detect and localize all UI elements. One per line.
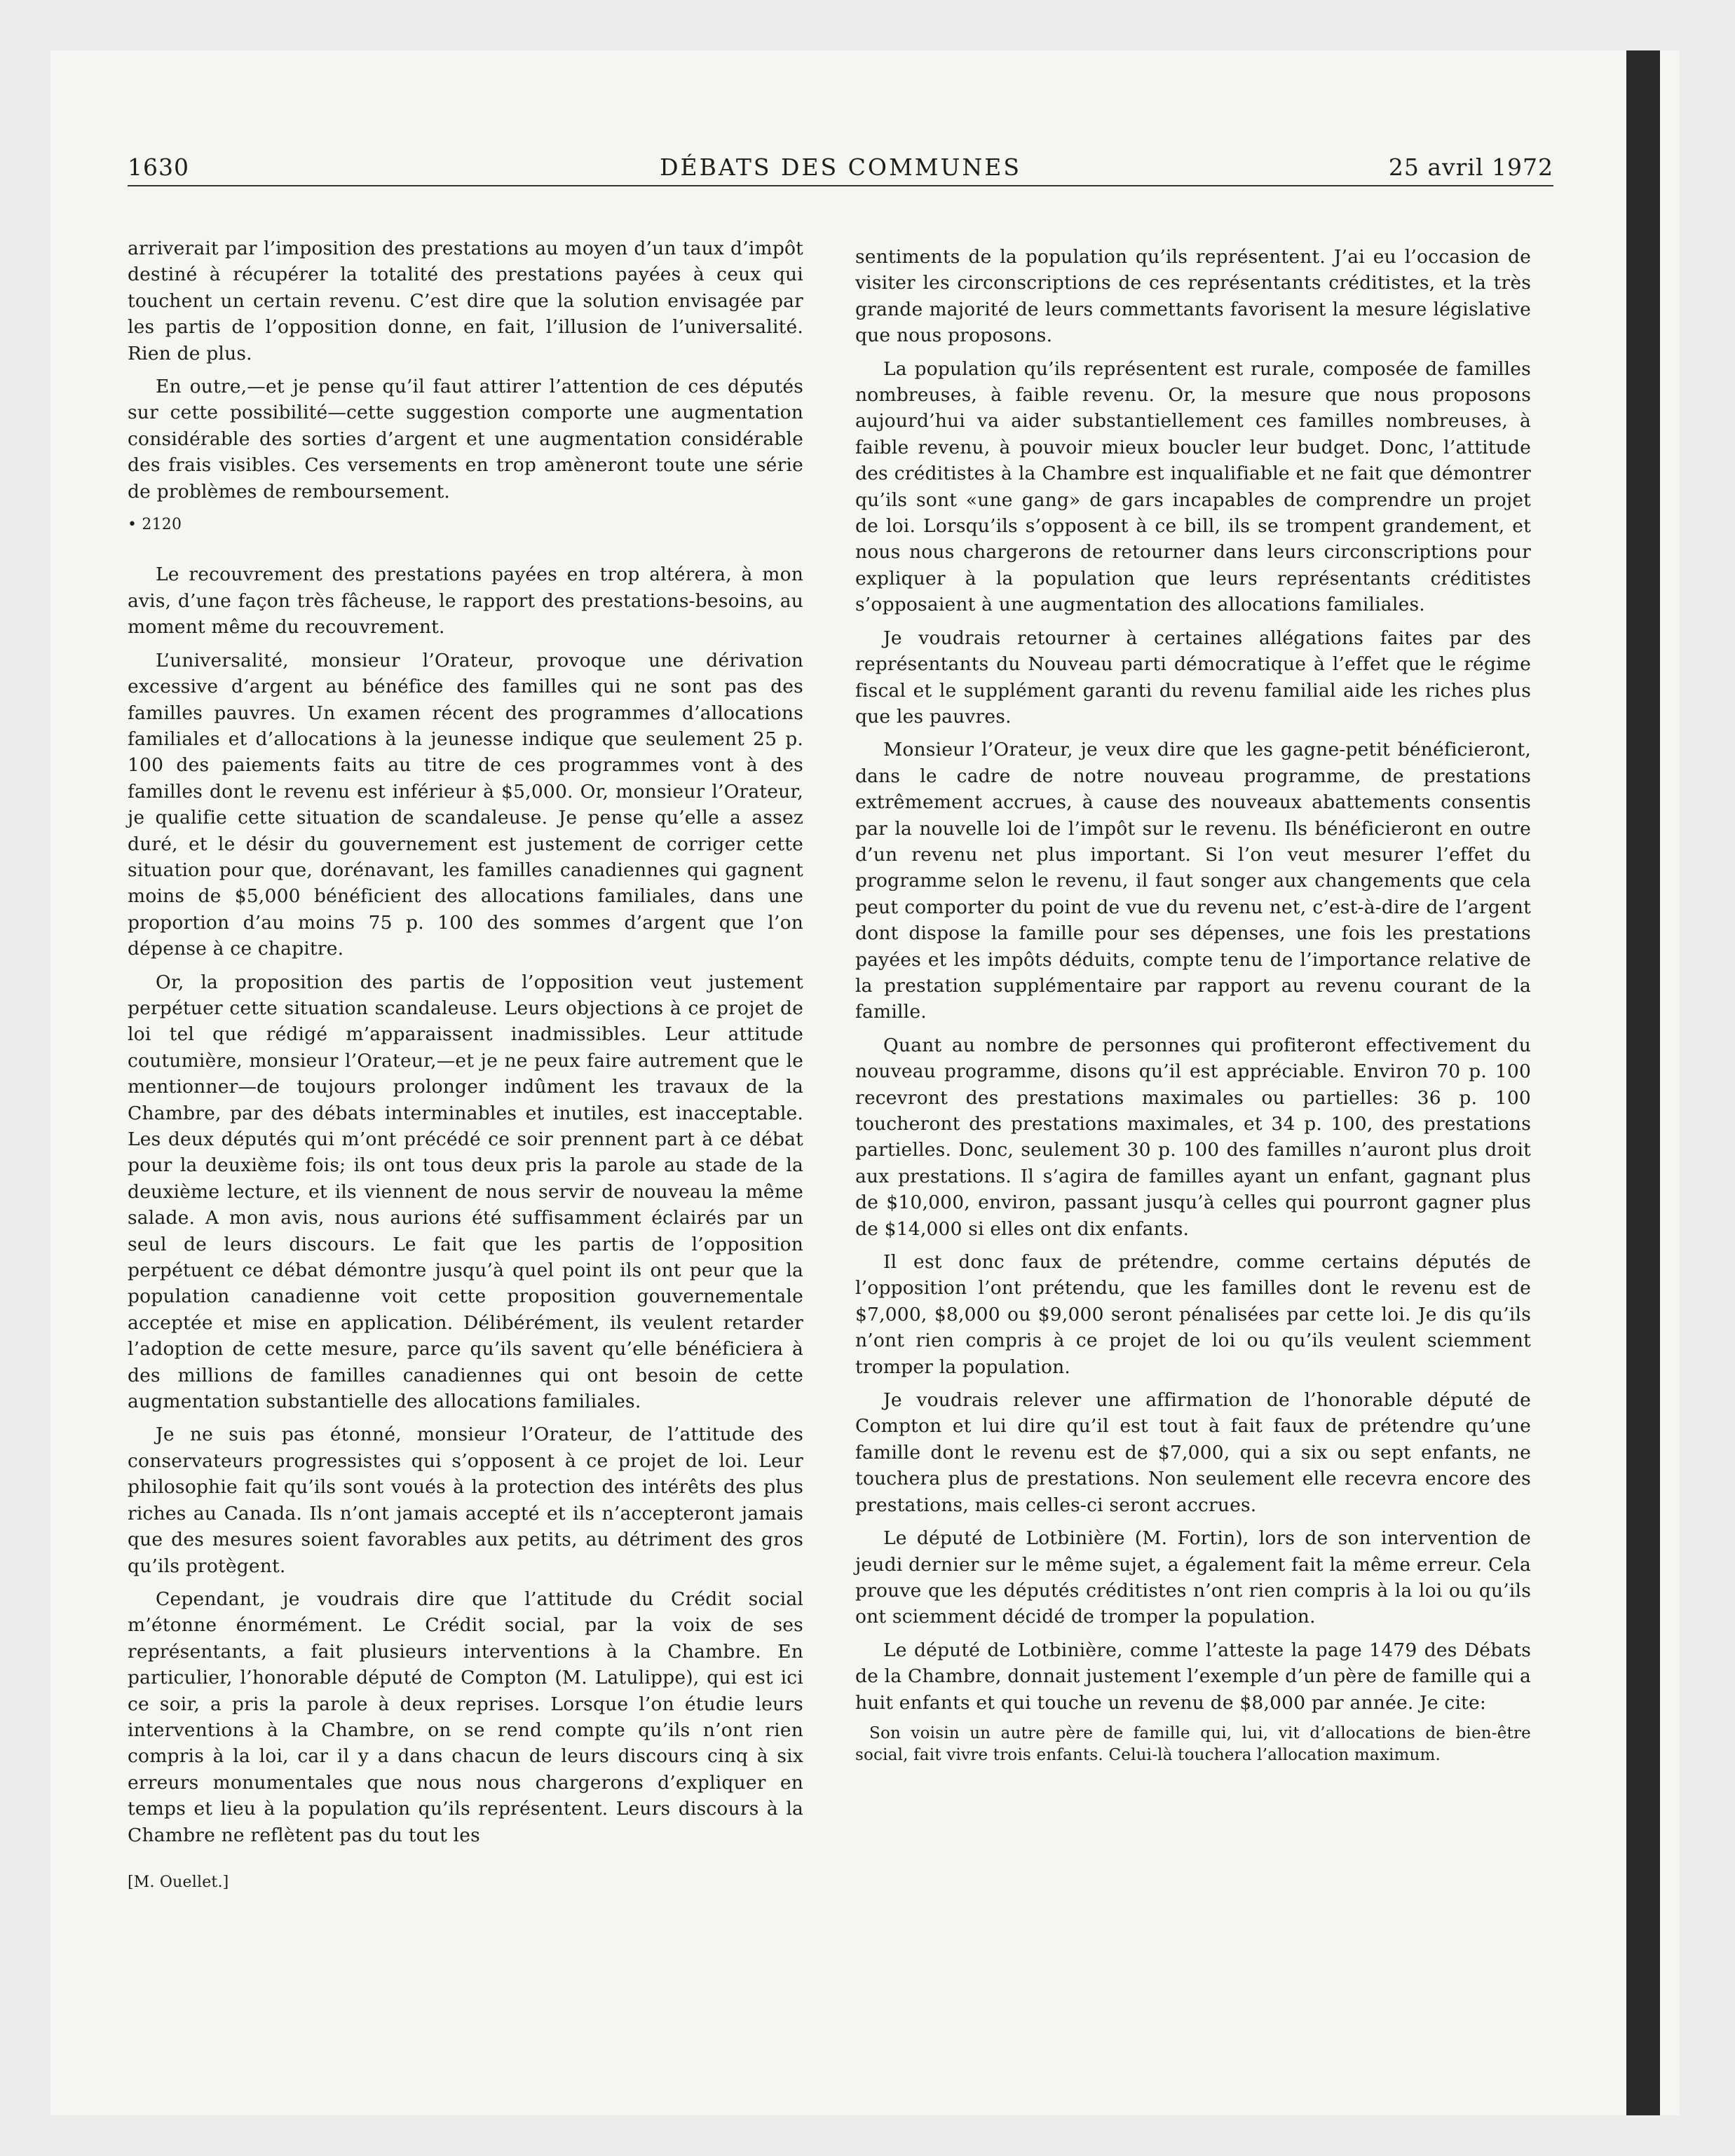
right-column <box>855 244 1531 1766</box>
publication-title: DÉBATS DES COMMUNES <box>660 153 1021 181</box>
paragraph: Monsieur l’Orateur, je veux dire que les gagne-petit bénéficieront, dans le cadre de notre nouveau programme, de prestations extrêmement accrues, à cause des nouveaux abattements consentis par la nouvelle loi de l’impôt sur le revenu. Ils bénéficieront en outre d’un revenu net plus important. Si l’on veut mesurer l’effet du programme selon le revenu, il faut songer aux changements que cela peut comporter du point de vue du revenu net, c’est-à-dire de l’argent dont dispose la famille pour ses dépenses, une fois les prestations payées et les impôts déduits, compte tenu de l’importance relative de la prestation supplémentaire par rapport au revenu courant de la famille. <box>855 739 1531 1023</box>
paragraph: Je voudrais retourner à certaines allégations faites par des représentants du Nouveau parti démocratique à l’effet que le régime fiscal et le supplément garanti du revenu familial aide les riches plus que les pauvres. <box>855 627 1531 728</box>
paragraph: L’universalité, monsieur l’Orateur, provoque une dérivation excessive d’argent au bénéfice des familles qui ne sont pas des familles pauvres. Un examen récent des programmes d’allocations familiales et d’allocations à la jeunesse indique que seulement 25 p. 100 des paiements faits au titre de ces programmes vont à des familles dont le revenu est inférieur à $5,000. Or, monsieur l’Orateur, je qualifie cette situation de scandaleuse. Je pense qu’elle a assez duré, et le désir du gouvernement est justement de corriger cette situation pour que, dorénavant, les familles canadiennes qui gagnent moins de $5,000 bénéficient des allocations familiales, dans une proportion d’au moins 75 p. 100 des sommes d’argent que l’on dépense à ce chapitre. <box>128 649 803 960</box>
paragraph: Je ne suis pas étonné, monsieur l’Orateur, de l’attitude des conservateurs progressistes qui s’opposent à ce projet de loi. Leur philosophie fait qu’ils sont voués à la protection des intérêts des plus riches au Canada. Ils n’ont jamais accepté et ils n’accepteront jamais que des mesures soient favorables aux petits, au détriment des gros qu’ils protègent. <box>128 1424 803 1577</box>
paragraph: Il est donc faux de prétendre, comme certains députés de l’opposition l’ont prétendu, que les familles dont le revenu est de $7,000, $8,000 ou $9,000 seront pénalisées par cette loi. Je dis qu’ils n’ont rien compris à ce projet de loi ou qu’ils veulent sciemment tromper la population. <box>855 1251 1531 1378</box>
paragraph: Le député de Lotbinière (M. Fortin), lors de son intervention de jeudi dernier sur le même sujet, a également fait la même erreur. Cela prouve que les députés créditistes n’ont rien compris à la loi ou qu’ils ont sciemment décidé de tromper la population. <box>855 1527 1531 1628</box>
paragraph: Je voudrais relever une affirmation de l’honorable député de Compton et lui dire qu’il est tout à fait faux de prétendre qu’une famille dont le revenu est de $7,000, qui a six ou sept enfants, ne touchera plus de prestations. Non seulement elle recevra encore des prestations, mais celles-ci seront accrues. <box>855 1389 1531 1516</box>
paragraph: Le député de Lotbinière, comme l’atteste la page 1479 des Débats de la Chambre, donnait justement l’exemple d’un père de famille qui a huit enfants et qui touche un revenu de $8,000 par année. Je cite: <box>855 1639 1531 1714</box>
page-number: 1630 <box>128 153 189 181</box>
page-header <box>128 147 1553 186</box>
paragraph: Le recouvrement des prestations payées en trop altérera, à mon avis, d’une façon très fâcheuse, le rapport des prestations-besoins, au moment même du recouvrement. <box>128 564 803 639</box>
speaker-attribution: [M. Ouellet.] <box>128 1873 229 1891</box>
publication-date: 25 avril 1972 <box>1388 153 1553 181</box>
scan-edge-bar <box>1626 50 1660 2115</box>
time-marker: • 2120 <box>128 516 182 534</box>
paragraph: Cependant, je voudrais dire que l’attitude du Crédit social m’étonne énormément. Le Crédit social, par la voix de ses représentants, a fait plusieurs interventions à la Chambre. En particulier, l’honorable député de Compton (M. Latulippe), qui est ici ce soir, a pris la parole à deux reprises. Lorsque l’on étudie leurs interventions à la Chambre, on se rend compte qu’ils n’ont rien compris à la loi, car il y a dans chacun de leurs discours cinq à six erreurs monumentales que nous nous chargerons d’expliquer en temps et lieu à la population qu’ils représentent. Leurs discours à la Chambre ne reflètent pas du tout les <box>128 1588 803 1846</box>
paragraph: sentiments de la population qu’ils représentent. J’ai eu l’occasion de visiter les circonscriptions de ces représentants créditistes, et la très grande majorité de leurs commettants favorisent la mesure législative que nous proposons. <box>855 246 1531 347</box>
paragraph: Or, la proposition des partis de l’opposition veut justement perpétuer cette situation scandaleuse. Leurs objections à ce projet de loi tel que rédigé m’apparaissent inadmissibles. Leur attitude coutumière, monsieur l’Orateur,—et je ne peux faire autrement que le mentionner—de toujours prolonger indûment les travaux de la Chambre, par des débats interminables et inutiles, est inacceptable. Les deux députés qui m’ont précédé ce soir prennent part à ce débat pour la deuxième fois; ils ont tous deux pris la parole au stade de la deuxième lecture, et ils viennent de nous servir de nouveau la même salade. A mon avis, nous aurions été suffisamment éclairés par un seul de leurs discours. Le fait que les partis de l’opposition perpétuent ce débat démontre jusqu’à quel point ils ont peur que la population canadienne voit cette proposition gouvernementale acceptée et mise en application. Délibérément, ils veulent retarder l’adoption de cette mesure, parce qu’ils savent qu’elle bénéficiera à des millions de familles canadiennes qui ont besoin de cette augmentation substantielle des allocations familiales. <box>128 971 803 1413</box>
paragraph: La population qu’ils représentent est rurale, composée de familles nombreuses, à faible revenu. Or, la mesure que nous proposons aujourd’hui va aider substantiellement ces familles nombreuses, à faible revenu, à pouvoir mieux boucler leur budget. Donc, l’attitude des créditistes à la Chambre est inqualifiable et ne fait que démontrer qu’ils sont «une gang» de gars incapables de comprendre un projet de loi. Lorsqu’ils s’opposent à ce bill, ils se trompent grandement, et nous nous chargerons de retourner dans leurs circonscriptions pour expliquer à la population que leurs représentants créditistes s’opposaient à une augmentation des allocations familiales. <box>855 357 1531 616</box>
paragraph: arriverait par l’imposition des prestations au moyen d’un taux d’impôt destiné à récupérer la totalité des prestations payées à ceux qui touchent un certain revenu. C’est dire que la solution envisagée par les partis de l’opposition donne, en fait, l’illusion de l’universalité. Rien de plus. <box>128 238 803 364</box>
paragraph: En outre,—et je pense qu’il faut attirer l’attention de ces députés sur cette possibilité—cette suggestion comporte une augmentation considérable des sorties d’argent et une augmentation considérable des frais visibles. Ces versements en trop amèneront toute une série de problèmes de remboursement. <box>128 376 803 503</box>
left-column <box>128 236 803 1895</box>
paragraph: Quant au nombre de personnes qui profiteront effectivement du nouveau programme, disons qu’il est appréciable. Environ 70 p. 100 recevront des prestations maximales ou partielles: 36 p. 100 toucheront des prestations maximales, et 34 p. 100, des prestations partielles. Donc, seulement 30 p. 100 des familles n’auront plus droit aux prestations. Il s’agira de familles ayant un enfant, gagnant plus de $10,000, environ, passant jusqu’à celles qui pourront gagner plus de $14,000 si elles ont dix enfants. <box>855 1034 1531 1240</box>
block-quote: Son voisin un autre père de famille qui, lui, vit d’allocations de bien-être social, fait vivre trois enfants. Celui-là touchera l’allocation maximum. <box>855 1724 1531 1764</box>
